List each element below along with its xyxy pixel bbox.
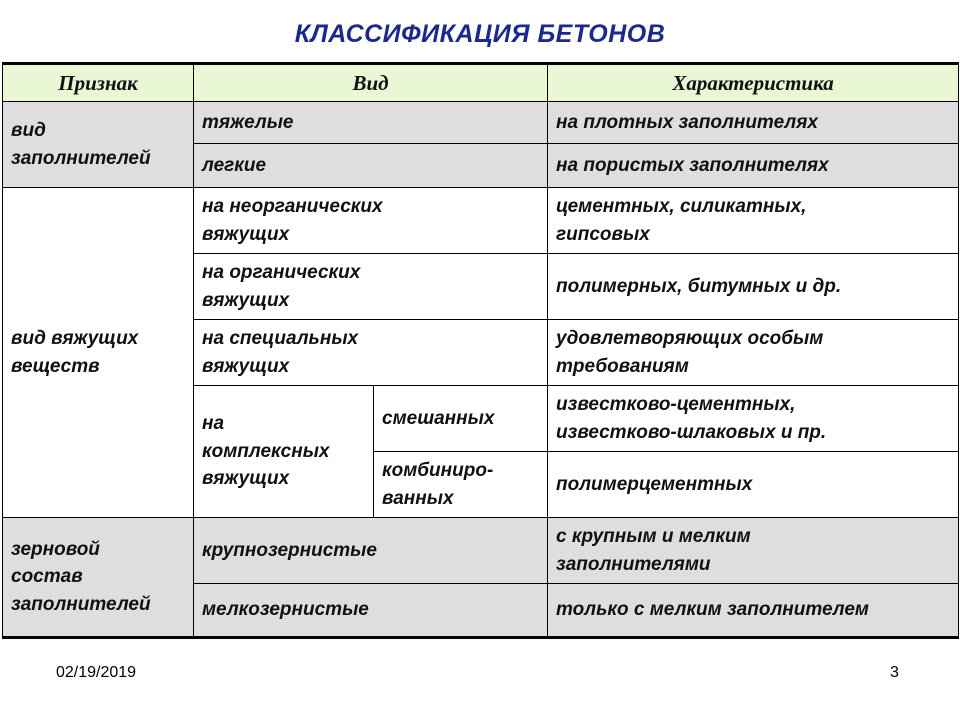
table-header-row (3, 64, 959, 102)
group-label-grain (3, 518, 194, 638)
characteristic-cell: с крупным и мелким заполнителями (548, 518, 959, 584)
type-cell: тяжелые (194, 102, 548, 144)
table-row (3, 102, 959, 144)
type-cell: легкие (194, 144, 548, 188)
characteristic-cell: на плотных заполнителях (548, 102, 959, 144)
type-cell: на специальных вяжущих (194, 320, 548, 386)
classification-table (2, 62, 959, 639)
sign-text: зерновой состав заполнителей (11, 538, 151, 615)
type-cell: на органических вяжущих (194, 254, 548, 320)
type-cell-complex: на комплексных вяжущих (194, 386, 374, 518)
type-cell: мелкозернистые (194, 584, 548, 638)
characteristic-cell: полимерных, битумных и др. (548, 254, 959, 320)
header-type: Вид (194, 64, 548, 102)
subtype-cell: смешанных (374, 386, 548, 452)
sign-text: вид заполнителей (11, 119, 151, 169)
footer-date: 02/19/2019 (56, 664, 137, 681)
table-row (3, 188, 959, 254)
characteristic-cell: цементных, силикатных, гипсовых (548, 188, 959, 254)
characteristic-cell: полимерцементных (548, 452, 959, 518)
type-cell: на неорганических вяжущих (194, 188, 548, 254)
characteristic-cell: удовлетворяющих особым требованиям (548, 320, 959, 386)
characteristic-cell: известково-цементных, известково-шлаковых и пр. (548, 386, 959, 452)
header-characteristic: Характеристика (548, 64, 959, 102)
characteristic-cell: только с мелким заполнителем (548, 584, 959, 638)
type-cell: крупнозернистые (194, 518, 548, 584)
sign-text: вид вяжущих веществ (11, 327, 139, 377)
page-number: 3 (890, 664, 899, 681)
characteristic-cell: на пористых заполнителях (548, 144, 959, 188)
subtype-cell: комбиниро- ванных (374, 452, 548, 518)
header-sign: Признак (3, 64, 194, 102)
table-row (3, 518, 959, 584)
slide-title: КЛАССИФИКАЦИЯ БЕТОНОВ (294, 20, 666, 48)
group-label-filler (3, 102, 194, 188)
group-label-binder (3, 188, 194, 518)
